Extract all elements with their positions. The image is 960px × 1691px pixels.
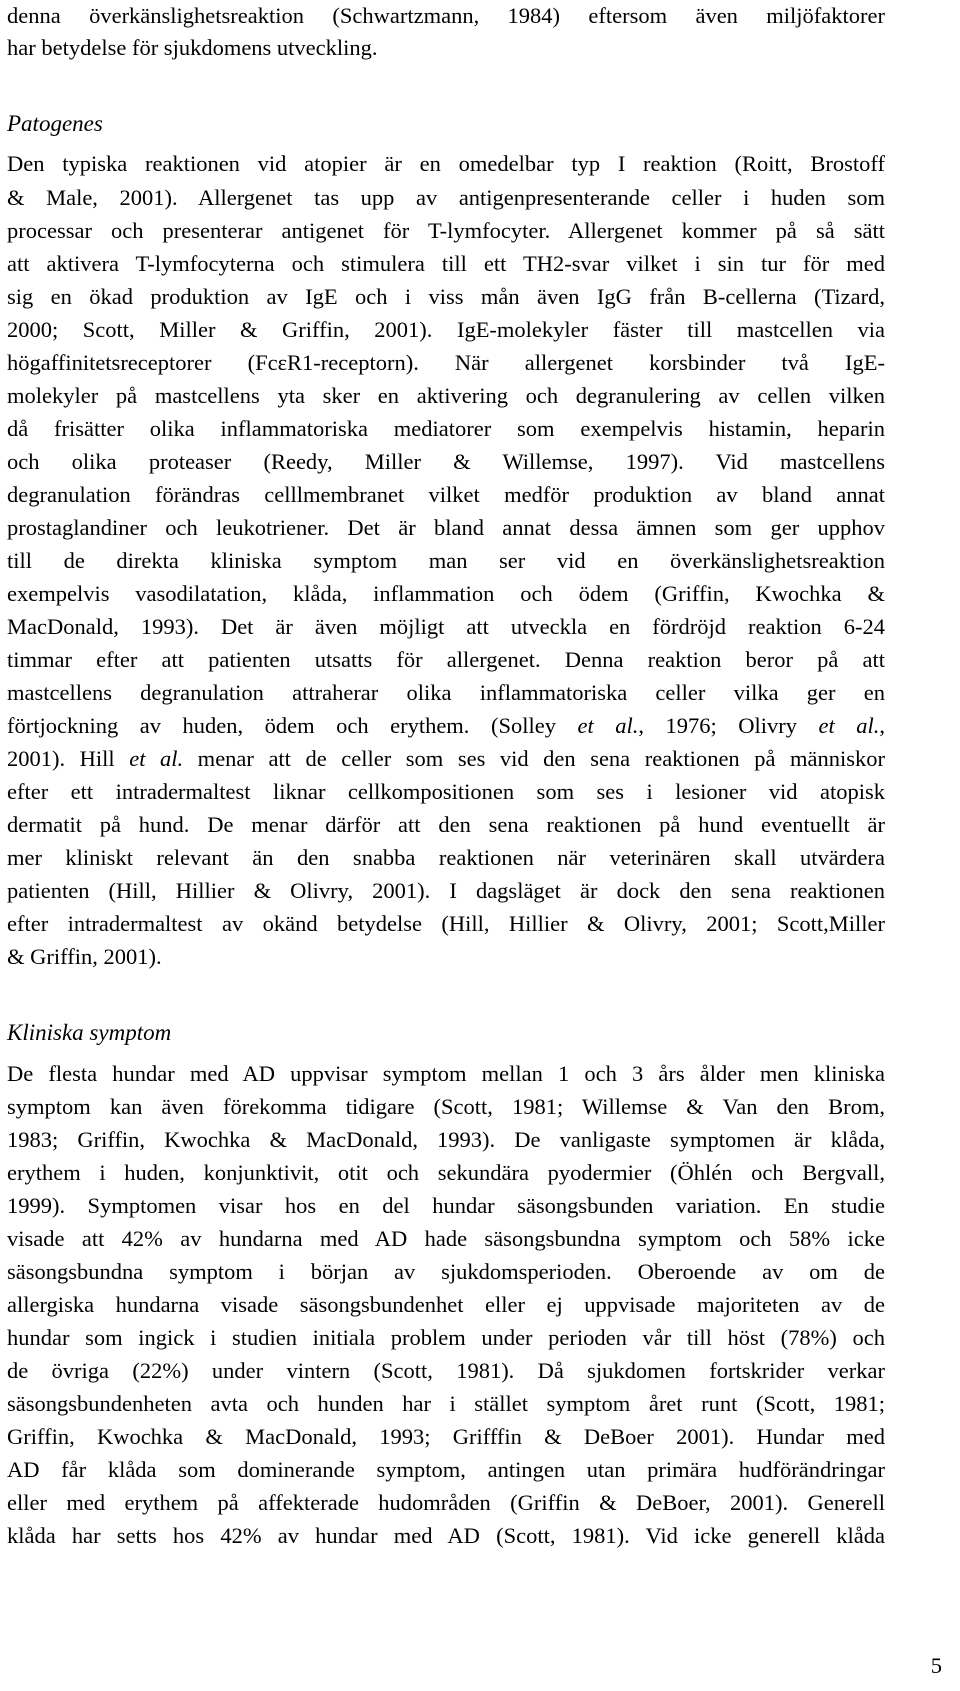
text-line: Griffin, Kwochka & MacDonald, 1993; Grifffin & DeBoer 2001). Hundar med bbox=[7, 1424, 885, 1449]
et-al-italic: et al. bbox=[818, 713, 880, 738]
text-line: säsongsbundenheten avta och hunden har i stället symptom året runt (Scott, 1981; bbox=[7, 1391, 885, 1416]
page-number: 5 bbox=[930, 1653, 942, 1678]
text-line: & Griffin, 2001). bbox=[7, 944, 162, 969]
text-line: patienten (Hill, Hillier & Olivry, 2001). I dagsläget är dock den sena reaktionen bbox=[7, 878, 885, 903]
text-line: 1999). Symptomen visar hos en del hundar säsongsbunden variation. En studie bbox=[7, 1193, 885, 1218]
text-line: 1983; Griffin, Kwochka & MacDonald, 1993). De vanligaste symptomen är klåda, bbox=[7, 1127, 885, 1152]
text-line: De flesta hundar med AD uppvisar symptom mellan 1 och 3 års ålder men kliniska bbox=[7, 1061, 885, 1086]
text-line: 2001). Hill et al. menar att de celler som ses vid den sena reaktionen på människor bbox=[7, 746, 885, 771]
text-line: Den typiska reaktionen vid atopier är en omedelbar typ I reaktion (Roitt, Brostoff bbox=[7, 151, 885, 176]
text-line: & Male, 2001). Allergenet tas upp av antigenpresenterande celler i huden som bbox=[7, 185, 885, 210]
text-line: förtjockning av huden, ödem och erythem. (Solley et al., 1976; Olivry et al., bbox=[7, 713, 885, 738]
text-line: efter intradermaltest av okänd betydelse (Hill, Hillier & Olivry, 2001; Scott,Miller bbox=[7, 911, 885, 936]
text-line: klåda har setts hos 42% av hundar med AD (Scott, 1981). Vid icke generell klåda bbox=[7, 1523, 885, 1548]
text-line: dermatit på hund. De menar därför att den sena reaktionen på hund eventuellt är bbox=[7, 812, 885, 837]
text-line: timmar efter att patienten utsatts för allergenet. Denna reaktion beror på att bbox=[7, 647, 885, 672]
text-line: har betydelse för sjukdomens utveckling. bbox=[7, 35, 378, 60]
et-al-italic: et al. bbox=[129, 746, 184, 771]
text-line: mer kliniskt relevant än den snabba reaktionen när veterinären skall utvärdera bbox=[7, 845, 885, 870]
text-line: då frisätter olika inflammatoriska mediatorer som exempelvis histamin, heparin bbox=[7, 416, 885, 441]
text-line: visade att 42% av hundarna med AD hade säsongsbundna symptom och 58% icke bbox=[7, 1226, 885, 1251]
text-line: hundar som ingick i studien initiala problem under perioden vår till höst (78%) och bbox=[7, 1325, 885, 1350]
text-line: denna överkänslighetsreaktion (Schwartzmann, 1984) eftersom även miljöfaktorer bbox=[7, 3, 885, 28]
text-line: och olika proteaser (Reedy, Miller & Willemse, 1997). Vid mastcellens bbox=[7, 449, 885, 474]
text-line: 2000; Scott, Miller & Griffin, 2001). IgE-molekyler fäster till mastcellen via bbox=[7, 317, 885, 342]
et-al-italic: et al. bbox=[577, 713, 639, 738]
text-line: till de direkta kliniska symptom man ser vid en överkänslighetsreaktion bbox=[7, 548, 885, 573]
text-line: sig en ökad produktion av IgE och i viss mån även IgG från B-cellerna (Tizard, bbox=[7, 284, 885, 309]
text-line: allergiska hundarna visade säsongsbundenhet eller ej uppvisade majoriteten av de bbox=[7, 1292, 885, 1317]
text-line: processar och presenterar antigenet för T-lymfocyter. Allergenet kommer på så sätt bbox=[7, 218, 885, 243]
text-line: mastcellens degranulation attraherar olika inflammatoriska celler vilka ger en bbox=[7, 680, 885, 705]
text-line: högaffinitetsreceptorer (FcεR1-receptorn). När allergenet korsbinder två IgE- bbox=[7, 350, 885, 375]
text-line: symptom kan även förekomma tidigare (Scott, 1981; Willemse & Van den Brom, bbox=[7, 1094, 885, 1119]
text-line: degranulation förändras celllmembranet vilket medför produktion av bland annat bbox=[7, 482, 885, 507]
text-line: MacDonald, 1993). Det är även möjligt att utveckla en fördröjd reaktion 6-24 bbox=[7, 614, 885, 639]
text-line: säsongsbundna symptom i början av sjukdomsperioden. Oberoende av om de bbox=[7, 1259, 885, 1284]
text-line: prostaglandiner och leukotriener. Det är bland annat dessa ämnen som ger upphov bbox=[7, 515, 885, 540]
section-heading-kliniska-symptom: Kliniska symptom bbox=[7, 1020, 172, 1045]
text-line: molekyler på mastcellens yta sker en aktivering och degranulering av cellen vilken bbox=[7, 383, 885, 408]
text-line: efter ett intradermaltest liknar cellkompositionen som ses i lesioner vid atopisk bbox=[7, 779, 885, 804]
text-line: att aktivera T-lymfocyterna och stimulera till ett TH2-svar vilket i sin tur för med bbox=[7, 251, 885, 276]
section-heading-patogenes: Patogenes bbox=[7, 111, 103, 136]
text-line: exempelvis vasodilatation, klåda, inflammation och ödem (Griffin, Kwochka & bbox=[7, 581, 885, 606]
text-line: eller med erythem på affekterade hudområden (Griffin & DeBoer, 2001). Generell bbox=[7, 1490, 885, 1515]
text-line: AD får klåda som dominerande symptom, antingen utan primära hudförändringar bbox=[7, 1457, 885, 1482]
text-line: de övriga (22%) under vintern (Scott, 1981). Då sjukdomen fortskrider verkar bbox=[7, 1358, 885, 1383]
text-line: erythem i huden, konjunktivit, otit och sekundära pyodermier (Öhlén och Bergvall, bbox=[7, 1160, 885, 1185]
